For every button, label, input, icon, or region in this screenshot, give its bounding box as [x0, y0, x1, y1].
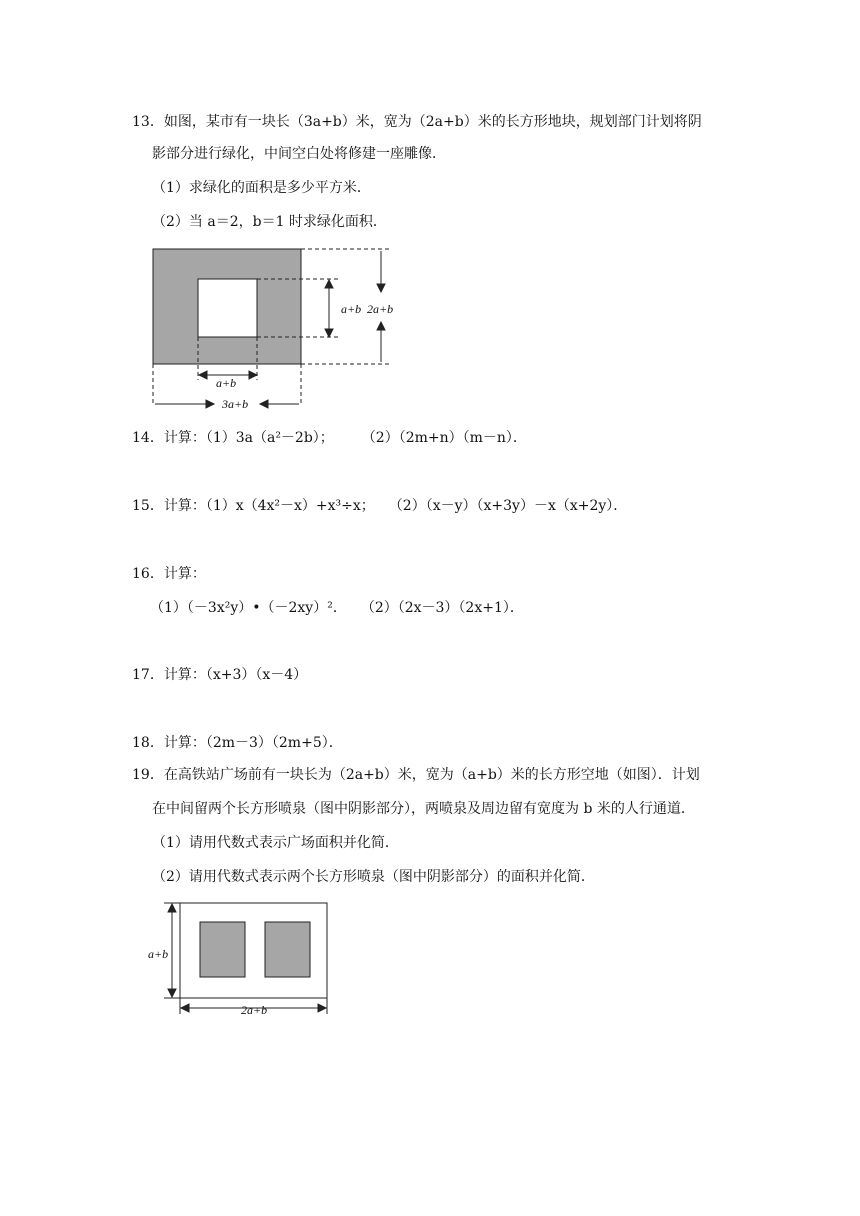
q13-label-inner-height: a+b — [341, 302, 362, 316]
q13-part2: （2）当 a＝2，b＝1 时求绿化面积． — [152, 214, 387, 230]
q16-heading: 16．计算： — [132, 566, 206, 582]
q19-fountain-left — [200, 922, 245, 977]
q19-part2: （2）请用代数式表示两个长方形喷泉（图中阴影部分）的面积并化简． — [152, 869, 595, 885]
q14-text: 14．计算：（1）3a（a²－2b）； （2）（2m+n）（m－n）． — [132, 430, 527, 446]
q19-fountain-right — [265, 922, 310, 977]
q13-label-outer-height: 2a+b — [367, 302, 394, 316]
q19-part1: （1）请用代数式表示广场面积并化简． — [152, 835, 399, 851]
q19-label-width: 2a+b — [241, 1003, 268, 1017]
q16-parts: （1）（－3x²y）•（－2xy）²． （2）（2x－3）（2x+1）． — [150, 600, 524, 616]
q13-text-line1: 13．如图，某市有一块长（3a+b）米，宽为（2a+b）米的长方形地块，规划部门计划将阴 — [132, 114, 702, 130]
q19-text-line2: 在中间留两个长方形喷泉（图中阴影部分），两喷泉及周边留有宽度为 b 米的人行通道． — [152, 801, 695, 817]
q13-label-outer-width: 3a+b — [222, 397, 249, 411]
q19-label-height: a+b — [148, 947, 169, 961]
q19-text-line1: 19．在高铁站广场前有一块长为（2a+b）米，宽为（a+b）米的长方形空地（如图）．计划 — [132, 767, 700, 783]
q13-label-inner-width: a+b — [216, 376, 237, 390]
q13-text-line2: 影部分进行绿化，中间空白处将修建一座雕像． — [152, 146, 446, 162]
q15-text: 15．计算：（1）x（4x²－x）+x³÷x； （2）（x－y）（x+3y）－x（x+2y）． — [132, 498, 628, 514]
q13-part1: （1）求绿化的面积是多少平方米． — [152, 180, 371, 196]
q17-text: 17．计算：（x+3）（x－4） — [132, 667, 308, 683]
q18-text: 18．计算：（2m－3）（2m+5）． — [132, 735, 343, 751]
